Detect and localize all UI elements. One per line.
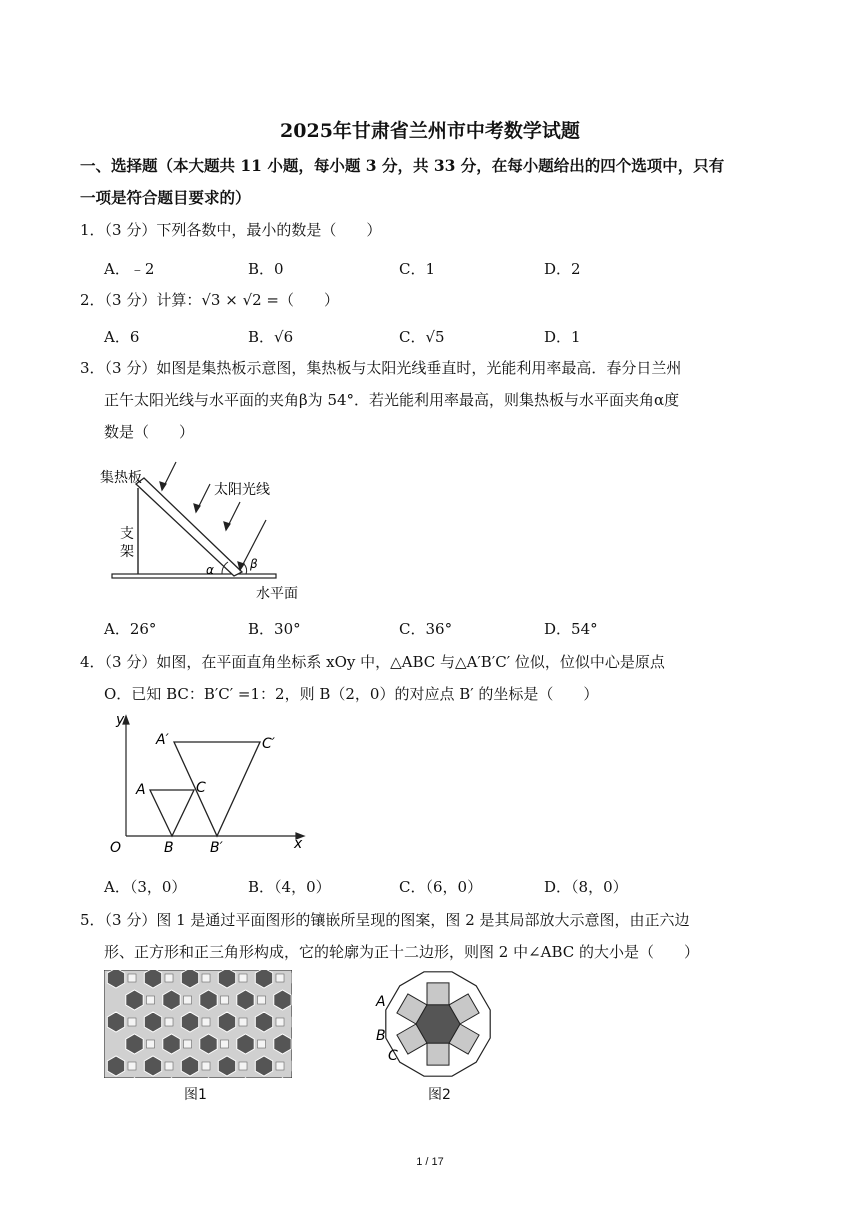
tile-hexagon bbox=[218, 1056, 235, 1076]
label-panel: 集热板 bbox=[100, 470, 142, 486]
option-a: A．（3，0） bbox=[104, 878, 187, 896]
page-number: 1 / 17 bbox=[416, 1156, 444, 1168]
option-a: A．26° bbox=[104, 620, 157, 638]
tile-square bbox=[128, 1062, 136, 1070]
tile-square bbox=[239, 1018, 247, 1026]
tile-square bbox=[221, 996, 229, 1004]
label-c-prime: C′ bbox=[262, 736, 275, 752]
question-1-options bbox=[104, 258, 784, 286]
caption-figure-1: 图1 bbox=[184, 1087, 207, 1103]
option-a: A．﹣2 bbox=[104, 260, 155, 278]
tile-square bbox=[221, 1040, 229, 1048]
label-y: y bbox=[116, 712, 125, 728]
question-4-line2: O．已知 BC：B′C′ =1：2，则 B（2，0）的对应点 B′ 的坐标是（ ） bbox=[104, 685, 599, 703]
question-2-options bbox=[104, 326, 784, 354]
page-title: 2025年甘肃省兰州市中考数学试题 bbox=[280, 120, 580, 142]
ground-bar bbox=[112, 574, 276, 578]
label-ground: 水平面 bbox=[256, 586, 298, 602]
tile-square bbox=[276, 1018, 284, 1026]
tile-hexagon bbox=[237, 990, 254, 1010]
tile-square bbox=[276, 1062, 284, 1070]
tile-hexagon bbox=[218, 1012, 235, 1032]
question-4-line1: 4．（3 分）如图，在平面直角坐标系 xOy 中，△ABC 与△A′B′C′ 位似，位似中心是原点 bbox=[80, 653, 665, 671]
label-alpha: α bbox=[206, 563, 214, 577]
label-origin: O bbox=[110, 840, 122, 856]
option-c: C．1 bbox=[399, 260, 436, 278]
question-4-stem bbox=[80, 646, 790, 710]
option-c: C．√5 bbox=[399, 328, 445, 346]
label-x: x bbox=[294, 836, 303, 852]
dodecagon-square bbox=[427, 983, 449, 1005]
tile-hexagon bbox=[181, 1012, 198, 1032]
question-3-line1: 3．（3 分）如图是集热板示意图，集热板与太阳光线垂直时，光能利用率最高．春分日兰州 bbox=[80, 359, 682, 377]
label-support-1: 支 bbox=[120, 526, 134, 542]
section-heading-line2: 一项是符合题目要求的） bbox=[80, 188, 251, 207]
tile-square bbox=[276, 974, 284, 982]
question-5-line1: 5．（3 分）图 1 是通过平面图形的镶嵌所呈现的图案，图 2 是其局部放大示意图，由正六边 bbox=[80, 911, 690, 929]
tile-hexagon bbox=[107, 1056, 124, 1076]
dodecagon-square bbox=[427, 1043, 449, 1065]
tile-square bbox=[184, 1040, 192, 1048]
tile-hexagon bbox=[255, 1012, 272, 1032]
dodecagon-figure-2 bbox=[370, 966, 494, 1084]
label-beta: β bbox=[250, 557, 258, 571]
tile-hexagon bbox=[274, 990, 291, 1010]
label-b: B bbox=[164, 840, 174, 856]
tile-square bbox=[184, 996, 192, 1004]
tile-square bbox=[239, 1062, 247, 1070]
label-a: A bbox=[136, 782, 146, 798]
tile-hexagon bbox=[144, 1056, 161, 1076]
section-heading bbox=[80, 150, 800, 214]
option-a: A．6 bbox=[104, 328, 140, 346]
option-c: C．（6，0） bbox=[399, 878, 483, 896]
tile-square bbox=[202, 974, 210, 982]
triangle-abc-prime bbox=[174, 742, 260, 836]
tile-hexagon bbox=[274, 1034, 291, 1054]
tile-square bbox=[147, 1040, 155, 1048]
label-c: C bbox=[388, 1048, 398, 1064]
option-d: D．2 bbox=[544, 260, 581, 278]
question-3-options bbox=[104, 618, 784, 646]
coordinate-figure bbox=[96, 712, 316, 862]
tile-square bbox=[258, 1040, 266, 1048]
label-b-prime: B′ bbox=[210, 840, 223, 856]
question-2-prefix: 2．（3 分）计算： bbox=[80, 291, 202, 309]
label-sunlight: 太阳光线 bbox=[214, 482, 270, 498]
label-a-prime: A′ bbox=[156, 732, 169, 748]
caption-figure-2: 图2 bbox=[428, 1087, 451, 1103]
tile-square bbox=[258, 996, 266, 1004]
label-a: A bbox=[376, 994, 386, 1010]
tile-hexagon bbox=[255, 1056, 272, 1076]
tile-hexagon bbox=[237, 1034, 254, 1054]
tile-square bbox=[147, 996, 155, 1004]
tile-hexagon bbox=[163, 990, 180, 1010]
option-d: D．54° bbox=[544, 620, 598, 638]
question-1-stem: 1．（3 分）下列各数中，最小的数是（ ） bbox=[80, 221, 382, 239]
tile-square bbox=[165, 974, 173, 982]
option-c: C．36° bbox=[399, 620, 453, 638]
tile-square bbox=[128, 974, 136, 982]
tile-hexagon bbox=[144, 1012, 161, 1032]
question-3-stem bbox=[80, 352, 790, 448]
tile-hexagon bbox=[200, 990, 217, 1010]
option-b: B．30° bbox=[248, 620, 301, 638]
dodecagon-shapes bbox=[386, 972, 490, 1076]
label-c: C bbox=[196, 780, 206, 796]
option-b: B．（4，0） bbox=[248, 878, 331, 896]
label-support-2: 架 bbox=[120, 544, 134, 560]
tile-hexagon bbox=[200, 1034, 217, 1054]
option-b: B．0 bbox=[248, 260, 284, 278]
tile-square bbox=[202, 1062, 210, 1070]
question-3-line2: 正午太阳光线与水平面的夹角β为 54°．若光能利用率最高，则集热板与水平面夹角α度 bbox=[104, 391, 680, 409]
question-4-options bbox=[104, 876, 784, 904]
tile-hexagon bbox=[126, 1034, 143, 1054]
tile-square bbox=[165, 1062, 173, 1070]
tile-square bbox=[128, 1018, 136, 1026]
question-5-stem bbox=[80, 904, 790, 968]
triangle-abc bbox=[150, 790, 194, 836]
tile-square bbox=[239, 974, 247, 982]
option-b: B．√6 bbox=[248, 328, 294, 346]
solar-panel-figure bbox=[96, 458, 336, 608]
question-5-line2: 形、正方形和正三角形构成，它的轮廓为正十二边形，则图 2 中∠ABC 的大小是（ ） bbox=[104, 943, 700, 961]
tessellation-figure-1 bbox=[104, 970, 292, 1078]
tile-hexagon bbox=[126, 990, 143, 1010]
question-3-line3: 数是（ ） bbox=[104, 423, 195, 441]
question-2-math: √3 × √2 =（ ） bbox=[201, 291, 340, 309]
tile-hexagon bbox=[107, 1012, 124, 1032]
tile-hexagon bbox=[163, 1034, 180, 1054]
option-d: D．（8，0） bbox=[544, 878, 628, 896]
question-2-stem bbox=[80, 284, 790, 316]
tile-square bbox=[202, 1018, 210, 1026]
label-b: B bbox=[376, 1028, 386, 1044]
section-heading-line1: 一、选择题（本大题共 11 小题，每小题 3 分，共 33 分，在每小题给出的四个选项中，只有 bbox=[80, 156, 725, 175]
option-d: D．1 bbox=[544, 328, 581, 346]
tile-square bbox=[165, 1018, 173, 1026]
tile-hexagon bbox=[181, 1056, 198, 1076]
